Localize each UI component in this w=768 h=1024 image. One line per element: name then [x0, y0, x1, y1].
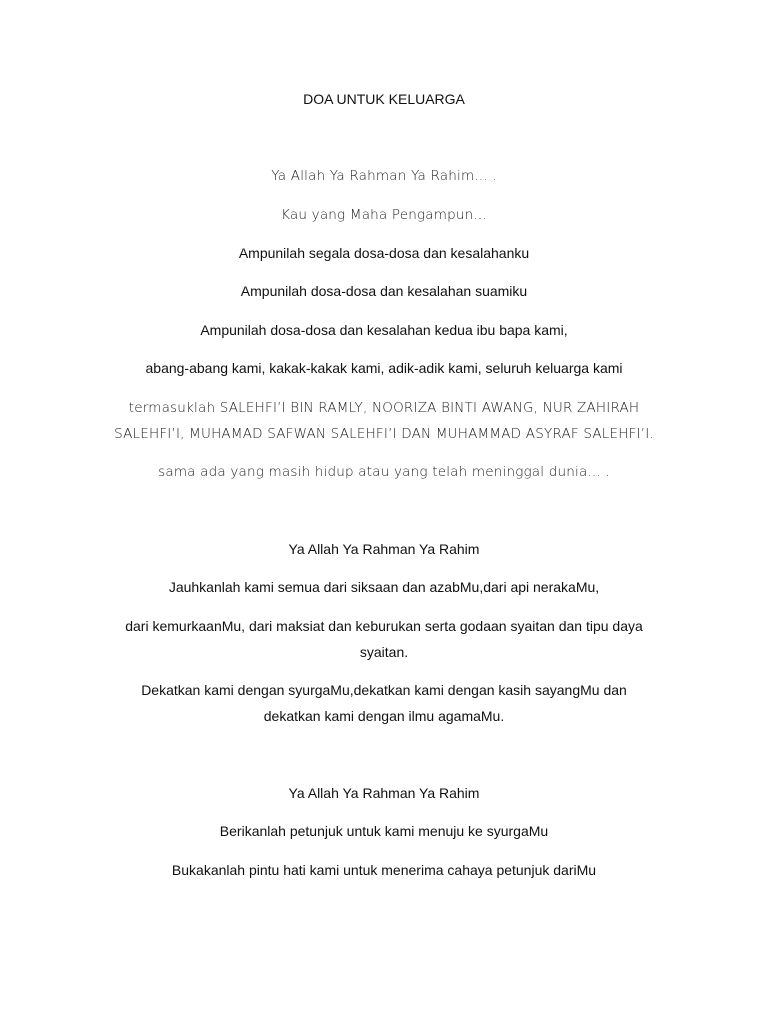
- prayer-line: syaitan.: [359, 644, 409, 660]
- prayer-line: Berikanlah petunjuk untuk kami menuju ke syurgaMu: [219, 823, 549, 839]
- prayer-line: Ampunilah dosa-dosa dan kesalahan suamiku: [240, 283, 528, 299]
- prayer-line: Bukakanlah pintu hati kami untuk menerima cahaya petunjuk dariMu: [171, 862, 597, 878]
- section-heading: Ya Allah Ya Rahman Ya Rahim: [288, 785, 480, 801]
- prayer-line: Kau yang Maha Pengampun...: [281, 207, 487, 223]
- prayer-line: sama ada yang masih hidup atau yang telah meninggal dunia... .: [158, 464, 610, 480]
- invocation-line: Ya Allah Ya Rahman Ya Rahim... .: [271, 168, 497, 184]
- prayer-line: Ampunilah dosa-dosa dan kesalahan kedua ibu bapa kami,: [200, 322, 568, 338]
- section-heading: Ya Allah Ya Rahman Ya Rahim: [288, 541, 480, 557]
- prayer-line: Jauhkanlah kami semua dari siksaan dan azabMu,dari api nerakaMu,: [168, 579, 600, 595]
- prayer-line: dari kemurkaanMu, dari maksiat dan keburukan serta godaan syaitan dan tipu daya: [125, 618, 643, 634]
- document-title: DOA UNTUK KELUARGA: [303, 91, 465, 107]
- prayer-line: Dekatkan kami dengan syurgaMu,dekatkan kami dengan kasih sayangMu dan: [141, 682, 627, 698]
- prayer-line: dekatkan kami dengan ilmu agamaMu.: [263, 708, 505, 724]
- prayer-line: abang-abang kami, kakak-kakak kami, adik-adik kami, seluruh keluarga kami: [145, 360, 623, 376]
- prayer-line: Ampunilah segala dosa-dosa dan kesalahanku: [238, 245, 530, 261]
- family-names-line: termasuklah SALEHFI’I BIN RAMLY, NOORIZA BINTI AWANG, NUR ZAHIRAH: [128, 400, 640, 416]
- family-names-line: SALEHFI’I, MUHAMAD SAFWAN SALEHFI’I DAN MUHAMMAD ASYRAF SALEHFI’I.: [114, 426, 654, 442]
